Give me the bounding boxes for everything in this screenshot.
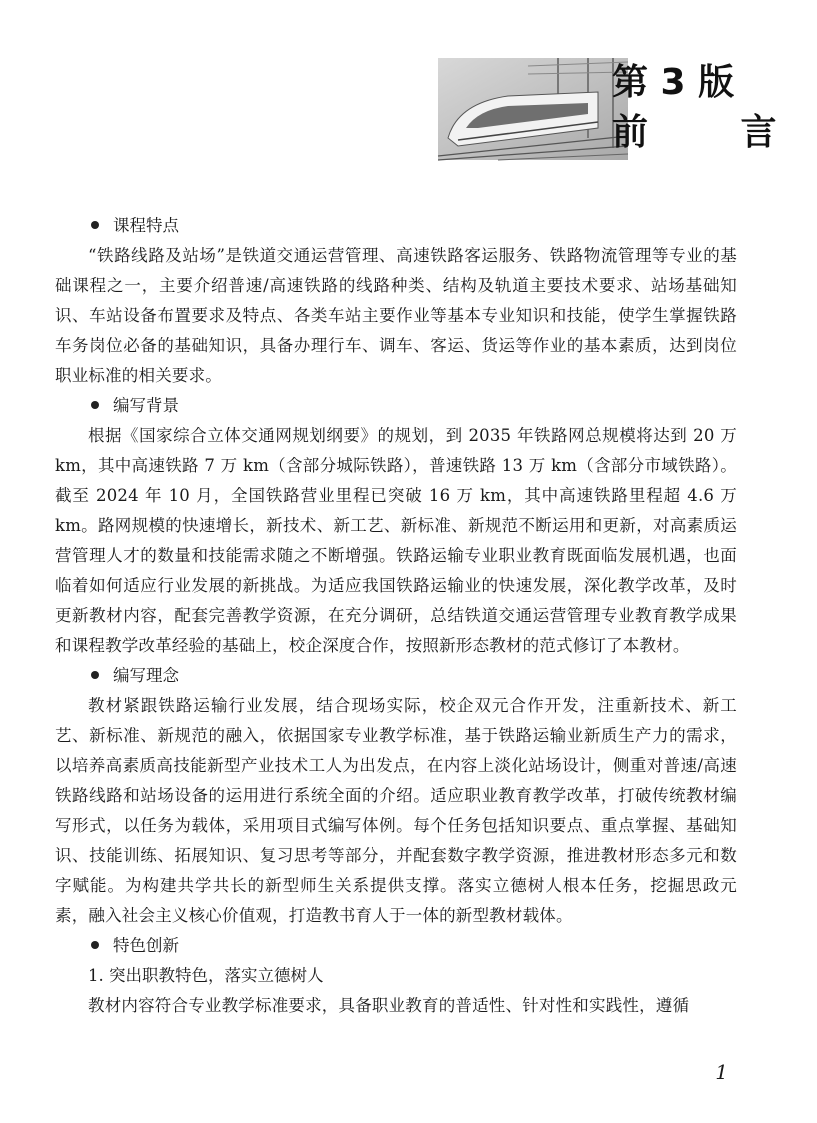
section-heading: 课程特点 [55,211,737,241]
subsection-heading: 1. 突出职教特色，落实立德树人 [88,966,324,985]
section-title: 前 言 [612,112,817,153]
bullet-icon [91,941,99,949]
bullet-icon [91,671,99,679]
paragraph: 教材紧跟铁路运输行业发展，结合现场实际，校企双元合作开发，注重新技术、新工艺、新标准、新规范的融入，依据国家专业教学标准，基于铁路运输业新质生产力的需求，以培养高素质高技能新型产业技术工人为出发点，在内容上淡化站场设计，侧重对普速/高速铁路线路和站场设备的运用进行系统全面的介绍。适应职业教育教学改革，打破传统教材编写形式，以任务为载体，采用项目式编写体例。每个任务包括知识要点、重点掌握、基础知识、技能训练、拓展知识、复习思考等部分，并配套数字教学资源，推进教材形态多元和数字赋能。为构建共学共长的新型师生关系提供支撑。落实立德树人根本任务，挖掘思政元素，融入社会主义核心价值观，打造教书育人于一体的新型教材载体。 [55,696,737,925]
paragraph: 根据《国家综合立体交通网规划纲要》的规划，到 2035 年铁路网总规模将达到 20 万 km，其中高速铁路 7 万 km（含部分城际铁路），普速铁路 13 万 km（含部分市域铁路）。截至 2024 年 10 月，全国铁路营业里程已突破 16 万 km，其中高速铁路里程超 4.6 万 km。路网规模的快速增长，新技术、新工艺、新标准、新规范不断运用和更新，对高素质运营管理人才的数量和技能需求随之不断增强。铁路运输专业职业教育既面临发展机遇，也面临着如何适应行业发展的新挑战。为适应我国铁路运输业的快速发展，深化教学改革，及时更新教材内容，配套完善教学资源，在充分调研，总结铁道交通运营管理专业教育教学成果和课程教学改革经验的基础上，校企深度合作，按照新形态教材的范式修订了本教材。 [55,426,737,655]
edition-label: 第 3 版 [612,62,735,103]
section-heading: 特色创新 [55,931,737,961]
bullet-icon [91,401,99,409]
section-heading: 编写背景 [55,391,737,421]
train-illustration [438,58,628,160]
paragraph: 教材内容符合专业教学标准要求，具备职业教育的普适性、针对性和实践性，遵循 [88,996,690,1015]
header-train-banner [438,58,628,160]
bullet-icon [91,221,99,229]
preface-body [55,211,737,1021]
paragraph: “铁路线路及站场”是铁道交通运营管理、高速铁路客运服务、铁路物流管理等专业的基础课程之一，主要介绍普速/高速铁路的线路种类、结构及轨道主要技术要求、站场基础知识、车站设备布置要求及特点、各类车站主要作业等基本专业知识和技能，使学生掌握铁路车务岗位必备的基础知识，具备办理行车、调车、客运、货运等作业的基本素质，达到岗位职业标准的相关要求。 [55,246,737,385]
header-title [612,58,817,158]
page-number: 1 [715,1060,728,1084]
section-heading: 编写理念 [55,661,737,691]
